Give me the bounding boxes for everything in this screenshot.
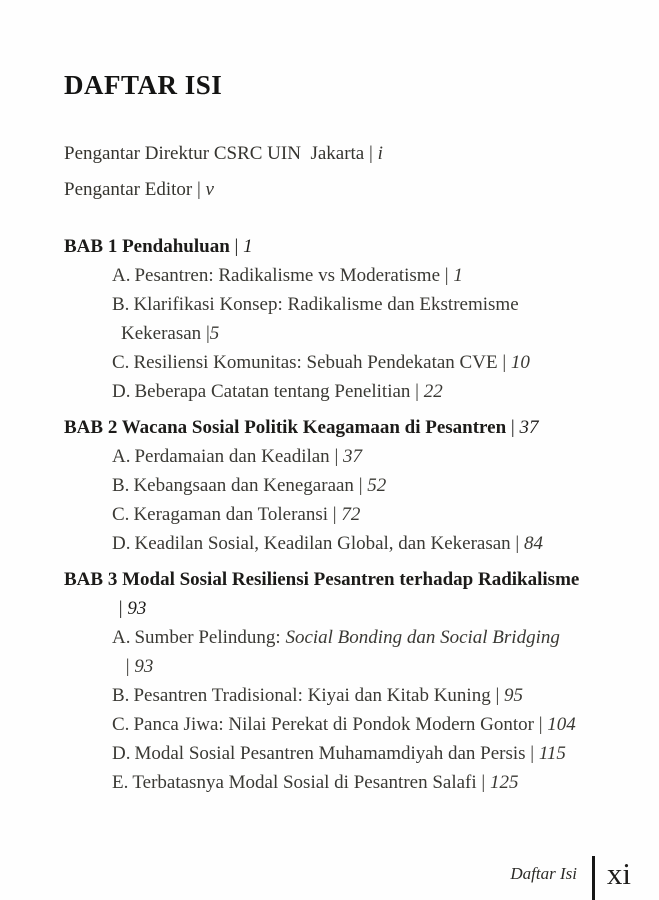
item-marker: C.: [112, 504, 130, 525]
item-page-number: 5: [209, 323, 220, 344]
item-text: Kebangsaan dan Kenegaraan: [133, 475, 354, 496]
separator: |: [353, 475, 368, 496]
front-matter-entry: [64, 172, 619, 208]
toc-item: [112, 377, 619, 406]
footer-page-number: xi: [606, 856, 631, 891]
separator: |: [114, 598, 128, 619]
chapter-list: [64, 232, 619, 797]
chapter-bab-1: [64, 232, 619, 406]
item-marker: D.: [112, 533, 131, 554]
item-marker: B.: [112, 475, 130, 496]
item-page-number: 52: [367, 475, 387, 496]
item-page-number: 104: [547, 714, 576, 735]
item-text: Resiliensi Komunitas: Sebuah Pendekatan CVE: [133, 352, 498, 373]
separator: |: [490, 685, 505, 706]
separator: |: [364, 143, 378, 164]
item-page-number: 84: [523, 533, 543, 554]
item-page-number: 22: [423, 381, 443, 402]
item-text-italic: Social Bonding dan Social Bridging: [285, 627, 560, 648]
separator: |: [440, 265, 454, 286]
separator: |: [533, 714, 548, 735]
separator: |: [476, 772, 490, 793]
entry-page-number: v: [205, 179, 214, 200]
item-text: Pesantren Tradisional: Kiyai dan Kitab Kuning: [133, 685, 491, 706]
item-page-number: 72: [341, 504, 361, 525]
front-matter-list: [64, 136, 619, 208]
separator: |: [510, 533, 524, 554]
item-text: Modal Sosial Pesantren Muhamamdiyah dan Persis: [134, 743, 526, 764]
chapter-bab-3: [64, 565, 619, 797]
item-marker: B.: [112, 685, 130, 706]
item-text: Pesantren: Radikalisme vs Moderatisme: [134, 265, 441, 286]
toc-item: [112, 710, 619, 739]
separator: |: [410, 381, 424, 402]
separator: |: [201, 323, 210, 344]
entry-page-number: i: [377, 143, 383, 164]
chapter-bab-2: [64, 413, 619, 558]
toc-item: [112, 681, 619, 710]
item-marker: B.: [112, 294, 130, 315]
item-marker: A.: [112, 446, 131, 467]
item-page-number: 1: [453, 265, 463, 286]
item-text: Beberapa Catatan tentang Penelitian: [134, 381, 411, 402]
item-page-number: 125: [489, 772, 519, 793]
item-marker: D.: [112, 743, 131, 764]
entry-text: Pengantar Direktur CSRC UIN Jakarta: [64, 143, 365, 164]
toc-item: [112, 442, 619, 471]
separator: |: [121, 656, 135, 677]
toc-item: [112, 623, 561, 681]
toc-item: [112, 471, 619, 500]
item-marker: E.: [112, 772, 129, 793]
item-page-number: 37: [343, 446, 362, 467]
separator: |: [497, 352, 511, 373]
separator: |: [525, 743, 539, 764]
item-text: Keragaman dan Toleransi: [133, 504, 329, 525]
chapter-heading: [64, 413, 619, 442]
chapter-page-number: 37: [519, 417, 539, 438]
item-marker: D.: [112, 381, 131, 402]
item-text: Sumber Pelindung:: [134, 627, 286, 648]
item-text: Perdamaian dan Keadilan: [134, 446, 330, 467]
toc-item: [112, 290, 561, 348]
item-text: Panca Jiwa: Nilai Perekat di Pondok Modern Gontor: [133, 714, 534, 735]
chapter-page-number: 93: [127, 598, 147, 619]
item-page-number: 95: [504, 685, 524, 706]
page-footer: [433, 854, 633, 900]
separator: |: [229, 236, 244, 257]
toc-item: [112, 529, 619, 558]
chapter-page-number: 1: [243, 236, 253, 257]
item-page-number: 93: [134, 656, 154, 677]
item-text: Terbatasnya Modal Sosial di Pesantren Salafi: [132, 772, 477, 793]
chapter-title: BAB 2 Wacana Sosial Politik Keagamaan di Pesantren: [64, 417, 507, 438]
toc-item: [112, 500, 619, 529]
item-marker: A.: [112, 627, 131, 648]
entry-text: Pengantar Editor: [64, 179, 193, 200]
chapter-heading: [64, 565, 594, 623]
item-marker: C.: [112, 352, 130, 373]
item-text: Klarifikasi Konsep: Radikalisme dan Ekstremisme Kekerasan: [121, 294, 524, 344]
front-matter-entry: [64, 136, 619, 172]
chapter-heading: [64, 232, 619, 261]
separator: |: [506, 417, 520, 438]
item-text: Keadilan Sosial, Keadilan Global, dan Kekerasan: [134, 533, 511, 554]
separator: |: [192, 179, 206, 200]
separator: |: [328, 504, 342, 525]
toc-item: [112, 739, 619, 768]
item-marker: C.: [112, 714, 130, 735]
toc-item: [112, 348, 619, 377]
item-marker: A.: [112, 265, 131, 286]
separator: |: [329, 446, 343, 467]
item-page-number: 115: [538, 743, 566, 764]
chapter-title: BAB 3 Modal Sosial Resiliensi Pesantren terhadap Radikalisme: [64, 569, 580, 590]
footer-divider-bar: [592, 856, 595, 900]
footer-section-label: Daftar Isi: [510, 864, 577, 883]
item-page-number: 10: [510, 352, 530, 373]
toc-item: [112, 261, 619, 290]
toc-item: [112, 768, 619, 797]
page-title: DAFTAR ISI: [64, 70, 223, 100]
chapter-title: BAB 1 Pendahuluan: [64, 236, 230, 257]
